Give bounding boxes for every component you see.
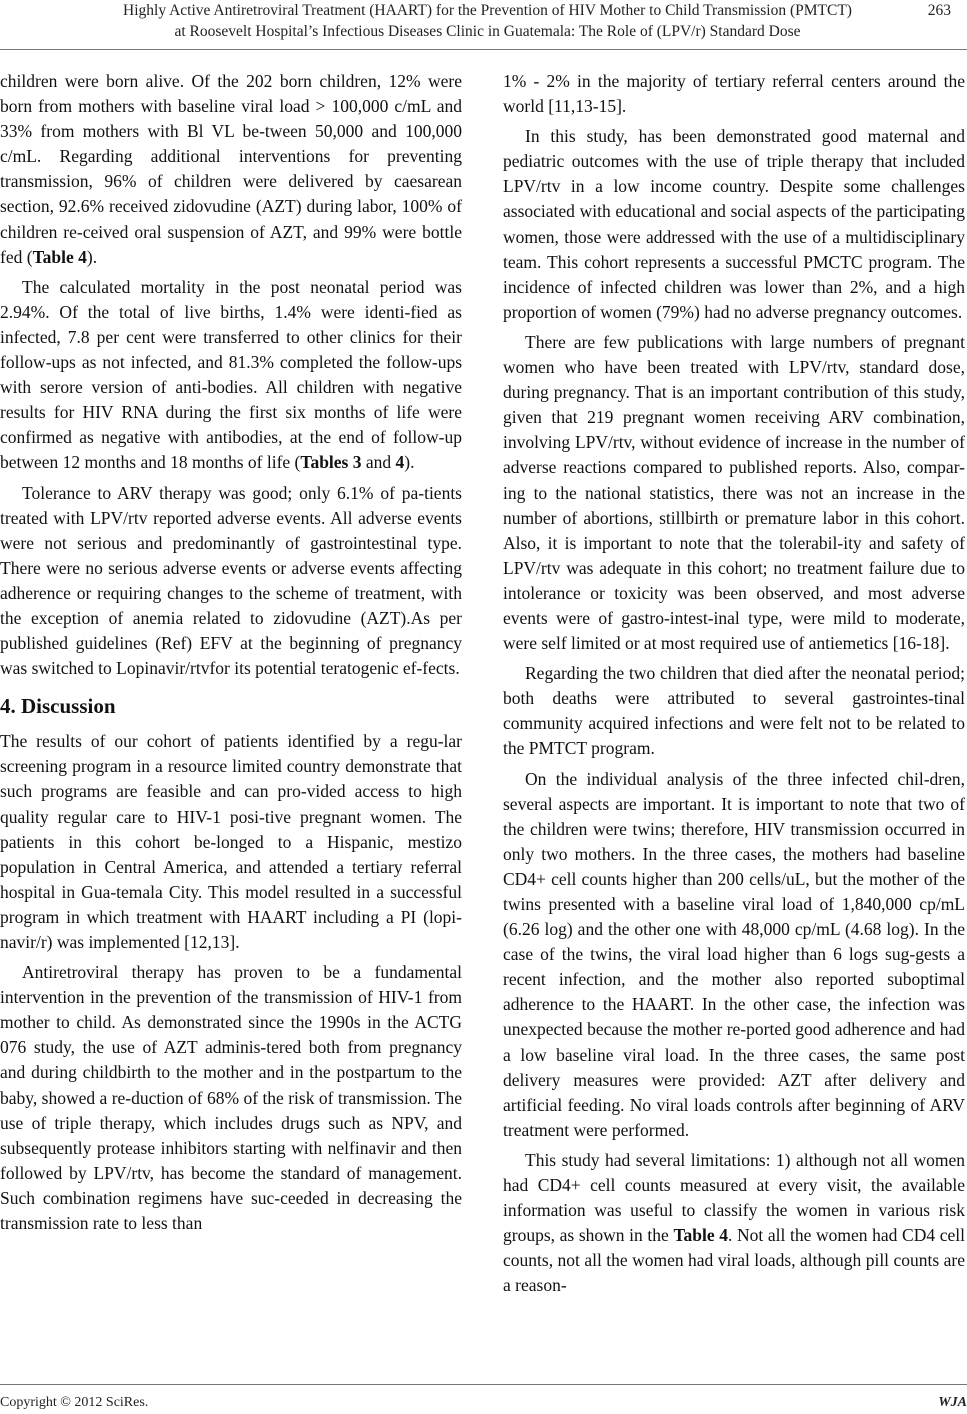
paragraph-text: This study had several limitations: 1) although not all women had CD4+ cell counts measured at every visit, the available information was useful to classify the women in various risk groups, as shown in the <box>503 1149 965 1246</box>
running-header <box>40 0 935 42</box>
running-header-line1: Highly Active Antiretroviral Treatment (HAART) for the Prevention of HIV Mother to Child Transmission (PMTCT) <box>123 2 852 19</box>
right-column <box>503 69 965 1304</box>
table-reference: Table 4 <box>673 1225 728 1246</box>
paragraph: 1% - 2% in the majority of tertiary referral centers around the world [11,13-15]. <box>503 71 965 117</box>
table-reference: 4 <box>395 452 405 473</box>
paragraph-text: and <box>361 452 396 473</box>
paragraph <box>0 69 462 270</box>
paragraph: There are few publications with large numbers of pregnant women who have been treated with LPV/rtv, standard dose, during pregnancy. That is an important contribution of this study, given that 219 pregnant women receiving ARV combination, involving LPV/rtv, without evidence of increase in the number of adverse reactions compared to published reports. Also, compar-ing to the national statistics, there was not an increase in the number of abortions, stillbirth or premature labor in this cohort. Also, it is important to note that the tolerabil-ity and safety of LPV/rtv was adequate in this cohort; no treatment failure due to intolerance or toxicity was been observed, and most adverse events were of gastro-intest-inal type, were mild to moderate, were self limited or at most required use of antiemetics [16-18]. <box>503 331 965 654</box>
running-header-line2: at Roosevelt Hospital’s Infectious Diseases Clinic in Guatemala: The Role of (LPV/r) Standard Dose <box>174 23 801 40</box>
paragraph-text: The calculated mortality in the post neonatal period was 2.94%. Of the total of live births, 1.4% were identi-fied as infected, 7.8 per cent were transferred to other clinics for their follow-ups as not infected, and 81.3% completed the follow-ups with serore version of anti-bodies. All children with negative results for HIV RNA during the first six months of life were confirmed as negative with antibodies, at the end of follow-up between 12 months and 18 months of life ( <box>0 276 462 473</box>
footer-rule <box>0 1384 967 1385</box>
table-reference: Table 4 <box>32 246 87 267</box>
header-rule <box>0 49 967 50</box>
paragraph: Tolerance to ARV therapy was good; only 6.1% of pa-tients treated with LPV/rtv reported adverse events. All adverse events were not serious and predominantly of gastrointestinal type. There were no serious adverse events or adverse events affecting adherence or requiring changes to the scheme of treatment, with the exception of anemia related to zidovudine (AZT).As per published guidelines (Ref) EFV at the beginning of pregnancy was switched to Lopinavir/rtvfor its potential teratogenic ef-fects. <box>0 482 462 679</box>
paragraph-text: . Not all the women had CD4 cell counts, not all the women had viral loads, although pill counts are a reason- <box>503 1225 965 1296</box>
paragraph <box>503 1148 965 1299</box>
paragraph-text: ). <box>86 246 98 267</box>
page-number: 263 <box>927 2 951 19</box>
paragraph: In this study, has been demonstrated good maternal and pediatric outcomes with the use of triple therapy that included LPV/rtv in a low income country. Despite some challenges associated with educational and social aspects of the participating women, those were addressed with the use of a multidisciplinary team. This cohort represents a successful PMCTC program. The incidence of infected children was lower than 2%, and a high proportion of women (79%) had no adverse pregnancy outcomes. <box>503 126 965 322</box>
paragraph: Antiretroviral therapy has proven to be a fundamental intervention in the prevention of the transmission of HIV-1 from mother to child. As demonstrated since the 1990s in the ACTG 076 study, the use of AZT adminis-tered both from pregnancy and during childbirth to the mother and in the postpartum to the baby, showed a re-duction of 68% of the risk of transmission. The use of triple therapy, which includes drugs such as NPV, and subsequently protease inhibitors starting with nelfinavir and then followed by LPV/rtv, has become the standard of management. Such combination regimens have suc-ceeded in decreasing the transmission rate to less than <box>0 962 462 1234</box>
section-heading: 4. Discussion <box>0 694 116 719</box>
paragraph-text: children were born alive. Of the 202 born children, 12% were born from mothers with baseline viral load > 100,000 c/mL and 33% from mothers with Bl VL be-tween 50,000 and 100,000 c/mL. Regarding additional interventions for preventing transmission, 96% of children were delivered by caesarean section, 92.6% received zidovudine (AZT) during labor, 100% of children re-ceived oral suspension of AZT, and 99% were bottle fed ( <box>0 71 462 267</box>
paragraph <box>0 275 462 476</box>
copyright-notice: Copyright © 2012 SciRes. <box>0 1395 149 1410</box>
paragraph: Regarding the two children that died after the neonatal period; both deaths were attributed to several gastrointes-tinal community acquired infections and were felt not to be related to the PMTCT program. <box>503 663 965 759</box>
paragraph-text: ). <box>404 452 415 473</box>
paragraph: The results of our cohort of patients identified by a regu-lar screening program in a resource limited country demonstrate that such programs are feasible and can pro-vided access to high quality regular care to HIV-1 posi-tive pregnant women. The patients in this cohort be-longed to a Hispanic, mestizo population in Central America, and attended a tertiary referral hospital in Gua-temala City. This model resulted in a successful program in which treatment with HAART including a PI (lopi-navir/r) was implemented [12,13]. <box>0 731 462 952</box>
table-reference: Tables 3 <box>300 452 362 473</box>
left-column <box>0 69 462 1241</box>
paragraph: On the individual analysis of the three infected chil-dren, several aspects are important. It is important to note that two of the children were twins; therefore, HIV transmission occurred in only two mothers. In the three cases, the mothers had baseline CD4+ cell counts higher than 200 cells/uL, but the mother of the twins presented with a baseline viral load of 1,840,000 cp/mL (6.26 log) and the other one with 48,000 cp/mL (4.68 log). In the case of the twins, the viral load higher than 6 logs sug-gests a recent infection, and the mother also reported suboptimal adherence to the HAART. In the other case, the infection was unexpected because the mother re-ported good adherence and had a low baseline viral load. In the three cases, the same post delivery measures were provided: AZT after delivery and artificial feeding. No viral loads controls after beginning of ARV treatment were performed. <box>503 768 965 1140</box>
journal-abbreviation: WJA <box>938 1395 967 1410</box>
